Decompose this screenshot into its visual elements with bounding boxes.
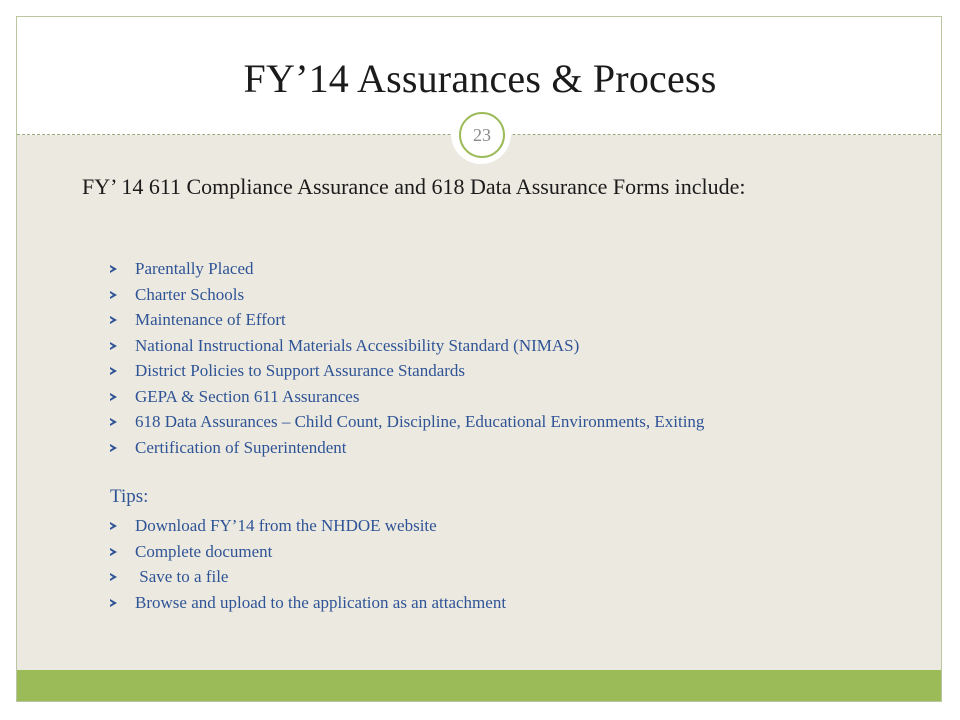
arrow-bullet-icon (110, 393, 117, 401)
list-item (110, 513, 506, 539)
arrow-bullet-icon (110, 342, 117, 350)
list-item (110, 282, 704, 308)
list-item-text: Parentally Placed (135, 259, 254, 278)
list-item-text: 618 Data Assurances – Child Count, Discipline, Educational Environments, Exiting (135, 412, 705, 431)
arrow-bullet-icon (110, 418, 117, 426)
list-item-text: Download FY’14 from the NHDOE website (135, 516, 437, 535)
list-item (110, 256, 704, 282)
list-item (110, 435, 704, 461)
arrow-bullet-icon (110, 291, 117, 299)
list-item (110, 564, 506, 590)
arrow-bullet-icon (110, 548, 117, 556)
forms-list (110, 256, 704, 460)
slide-title: FY’14 Assurances & Process (243, 56, 717, 101)
forms-heading: FY’ 14 611 Compliance Assurance and 618 Data Assurance Forms include: (82, 174, 746, 199)
arrow-bullet-icon (110, 367, 117, 375)
arrow-bullet-icon (110, 265, 117, 273)
tips-list (110, 513, 506, 615)
list-item-text: Browse and upload to the application as an attachment (135, 592, 507, 612)
list-item (110, 409, 704, 435)
list-item-text: National Instructional Materials Accessibility Standard (NIMAS) (135, 335, 580, 355)
list-item (110, 590, 506, 616)
footer-bar (17, 670, 941, 701)
list-item (110, 333, 704, 359)
list-item (110, 539, 506, 565)
arrow-bullet-icon (110, 573, 117, 581)
list-item-text: Charter Schools (135, 284, 245, 304)
tips-label: Tips: (110, 486, 149, 507)
list-item (110, 307, 704, 333)
list-item (110, 384, 704, 410)
list-item (110, 358, 704, 384)
arrow-bullet-icon (110, 316, 117, 324)
list-item-text: Complete document (135, 541, 273, 561)
page-number-badge: 23 (459, 112, 505, 158)
arrow-bullet-icon (110, 522, 117, 530)
list-item-text: GEPA & Section 611 Assurances (135, 386, 360, 406)
list-item-text: Maintenance of Effort (135, 310, 286, 329)
list-item-text: District Policies to Support Assurance Standards (135, 361, 466, 380)
arrow-bullet-icon (110, 599, 117, 607)
list-item-text: Save to a file (135, 567, 229, 586)
arrow-bullet-icon (110, 444, 117, 452)
list-item-text: Certification of Superintendent (135, 437, 347, 457)
